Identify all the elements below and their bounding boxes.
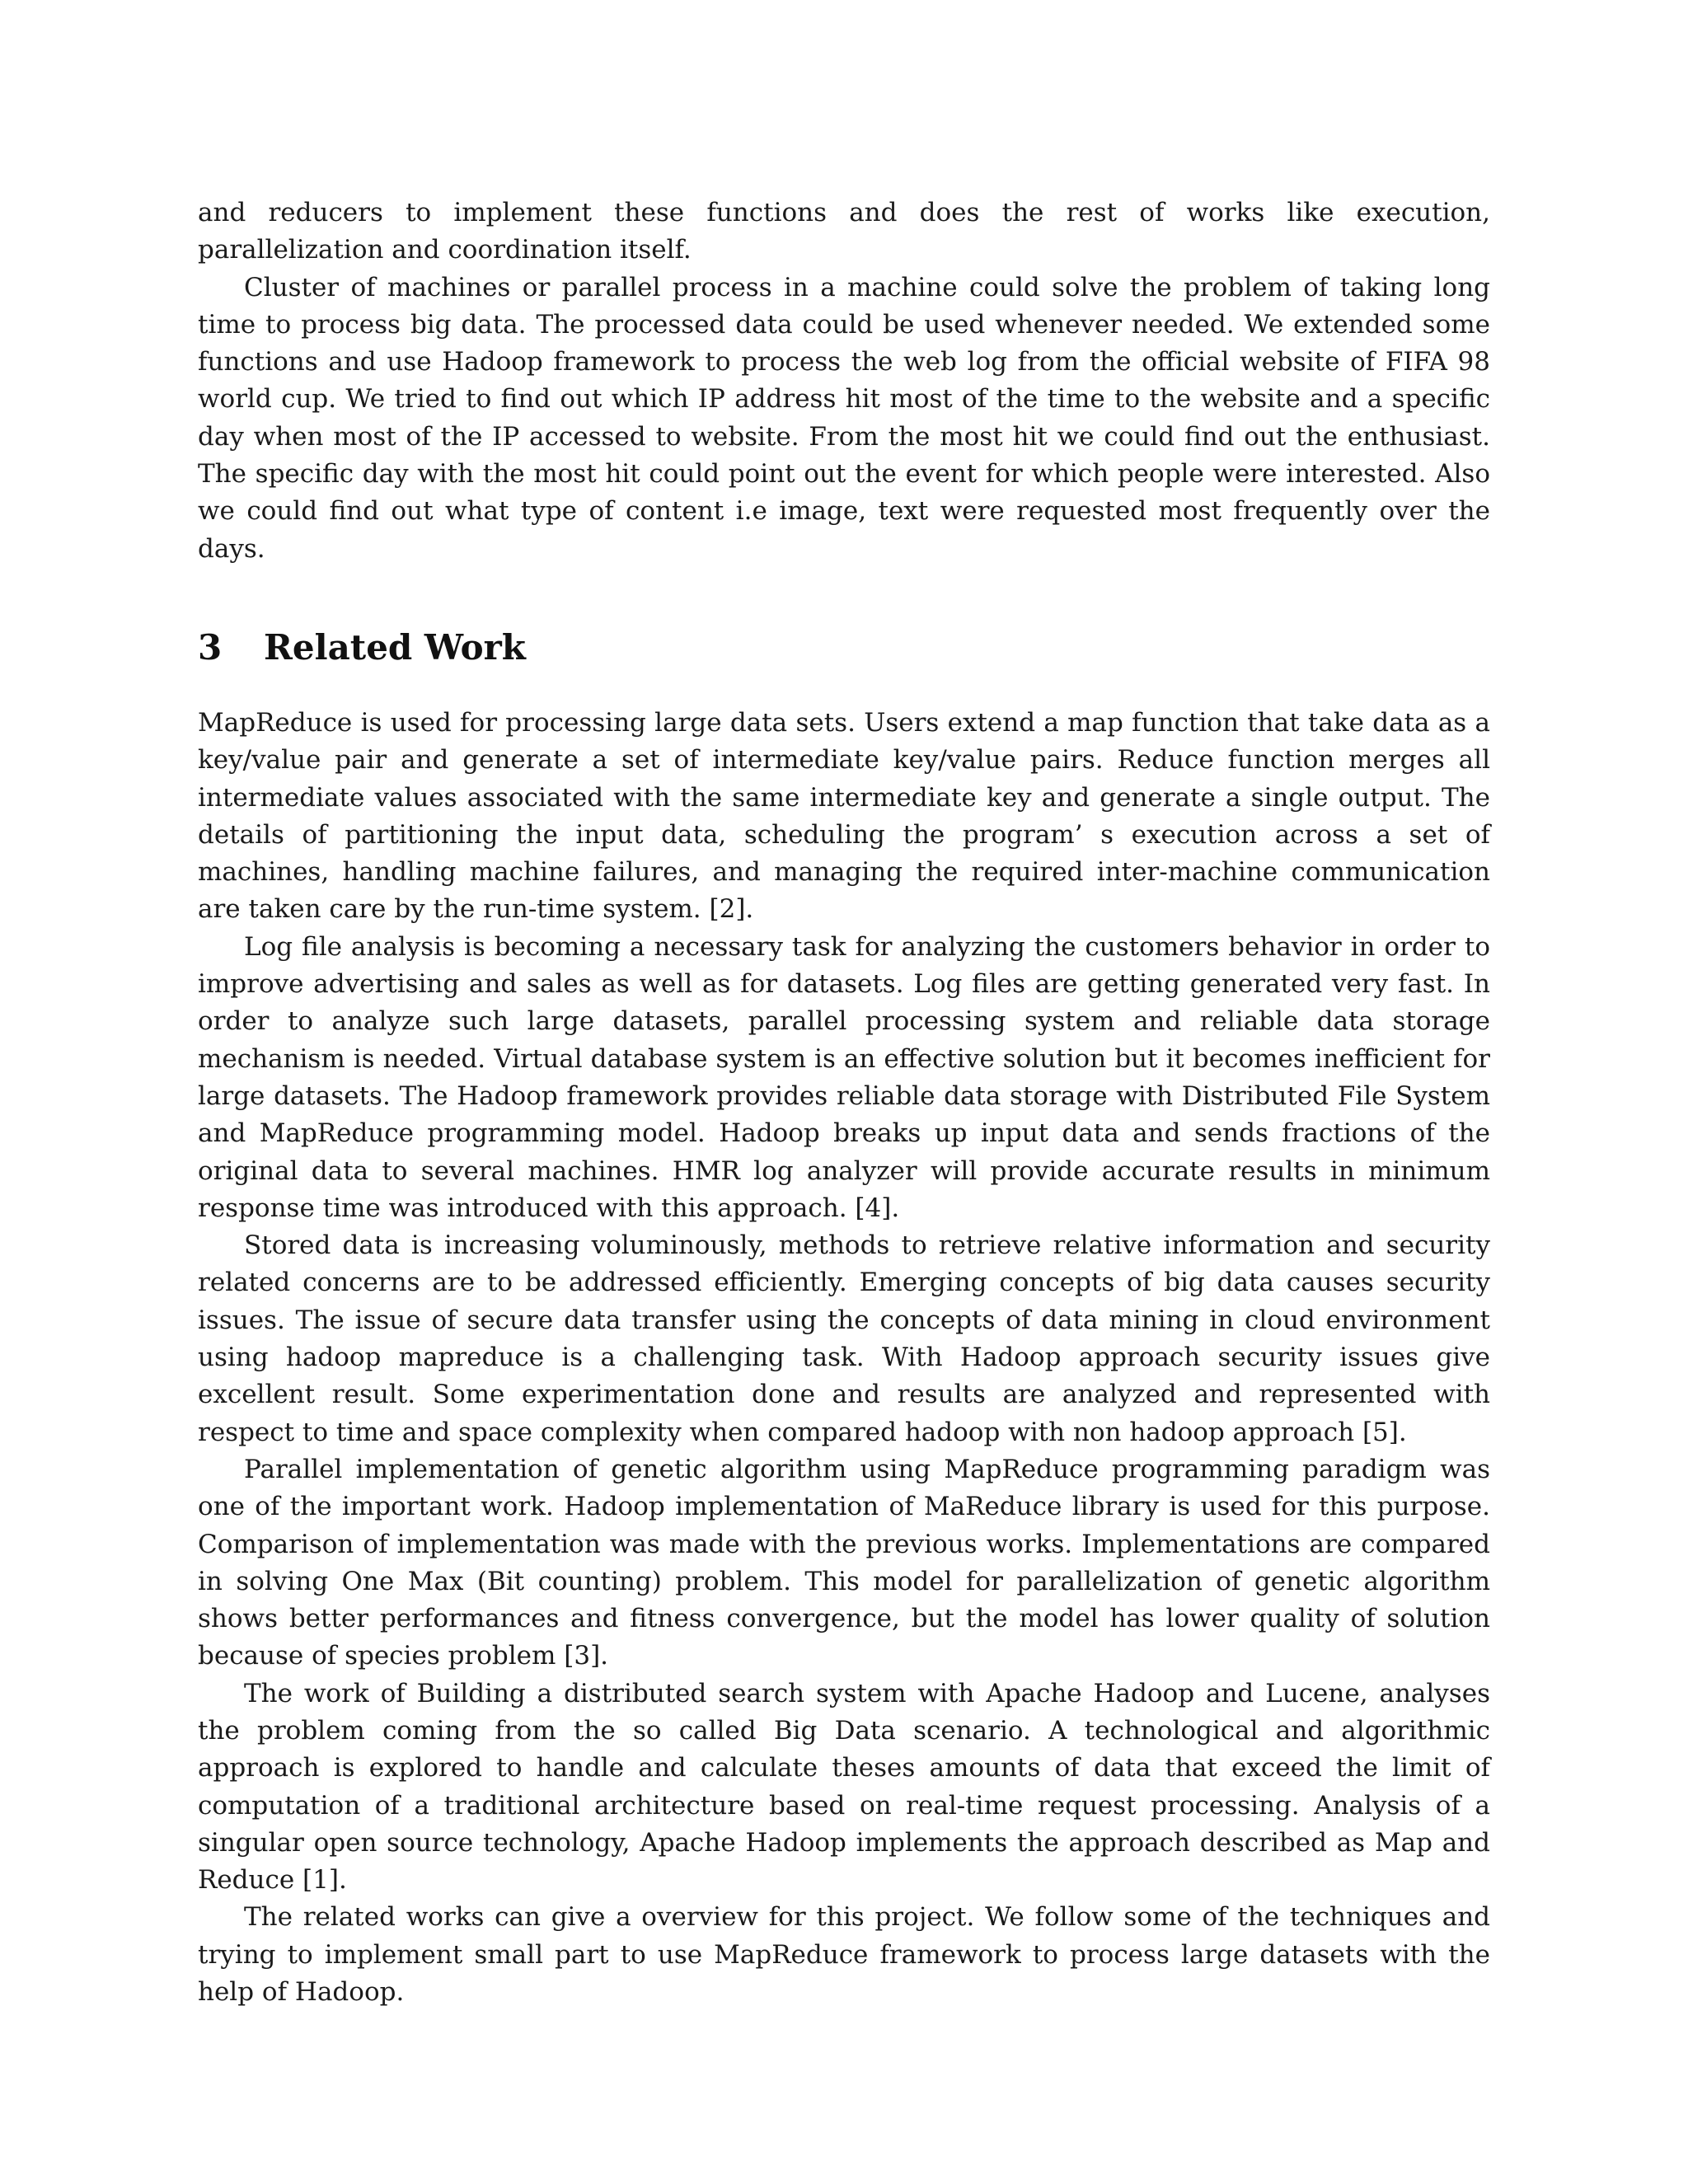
related-paragraph-security: Stored data is increasing voluminously, methods to retrieve relative information and security related concerns are to be addressed efficiently. Emerging concepts of big data causes security issues. The issue of secure data transfer using the concepts of data mining in cloud environment using hadoop mapreduce is a challenging task. With Hadoop approach security issues give excellent result. Some experimentation done and results are analyzed and represented with respect to time and space complexity when compared hadoop with non hadoop approach [5].	[198, 1230, 1490, 1447]
related-paragraph-overview: The related works can give a overview for this project. We follow some of the techniques and trying to implement small part to use MapReduce framework to process large datasets with the help of Hadoop.	[198, 1902, 1490, 2008]
related-paragraph-log-analysis: Log file analysis is becoming a necessary task for analyzing the customers behavior in order to improve advertising and sales as well as for datasets. Log files are getting generated very fast. In order to analyze such large datasets, parallel processing system and reliable data storage mechanism is needed. Virtual database system is an effective solution but it becomes inefficient for large datasets. The Hadoop framework provides reliable data storage with Distributed File System and MapReduce programming model. Hadoop breaks up input data and sends fractions of the original data to several machines. HMR log analyzer will provide accurate results in minimum response time was introduced with this approach. [4].	[198, 931, 1490, 1223]
intro-paragraph-continuation: and reducers to implement these functions and does the rest of works like execution, parallelization and coordination itself.	[198, 198, 1490, 265]
related-paragraph-mapreduce: MapReduce is used for processing large data sets. Users extend a map function that take data as a key/value pair and generate a set of intermediate key/value pairs. Reduce function merges all intermediate values associated with the same intermediate key and generate a single output. The details of partitioning the input data, scheduling the program’ s execution across a set of machines, handling machine failures, and managing the required inter-machine communication are taken care by the run-time system. [2].	[198, 707, 1490, 925]
related-paragraph-genetic-algorithm: Parallel implementation of genetic algorithm using MapReduce programming paradigm was one of the important work. Hadoop implementation of MaReduce library is used for this purpose. Comparison of implementation was made with the previous works. Implementations are compared in solving One Max (Bit counting) problem. This model for parallelization of genetic algorithm shows better performances and fitness convergence, but the model has lower quality of solution because of species problem [3].	[198, 1454, 1490, 1671]
section-number: 3	[198, 626, 223, 668]
section-title: Related Work	[264, 626, 526, 668]
intro-paragraph-hadoop-fifa: Cluster of machines or parallel process in a machine could solve the problem of taking long time to process big data. The processed data could be used whenever needed. We extended some functions and use Hadoop framework to process the web log from the official website of FIFA 98 world cup. We tried to find out which IP address hit most of the time to the website and a specific day when most of the IP accessed to website. From the most hit we could find out the enthusiast. The specific day with the most hit could point out the event for which people were interested. Also we could find out what type of content i.e image, text were requested most frequently over the days.	[198, 272, 1490, 564]
related-paragraph-search-system: The work of Building a distributed search system with Apache Hadoop and Lucene, analyses the problem coming from the so called Big Data scenario. A technological and algorithmic approach is explored to handle and calculate theses amounts of data that exceed the limit of computation of a traditional architecture based on real-time request processing. Analysis of a singular open source technology, Apache Hadoop implements the approach described as Map and Reduce [1].	[198, 1678, 1490, 1896]
page-content	[198, 194, 1490, 2011]
section-heading-related-work	[198, 627, 1490, 668]
